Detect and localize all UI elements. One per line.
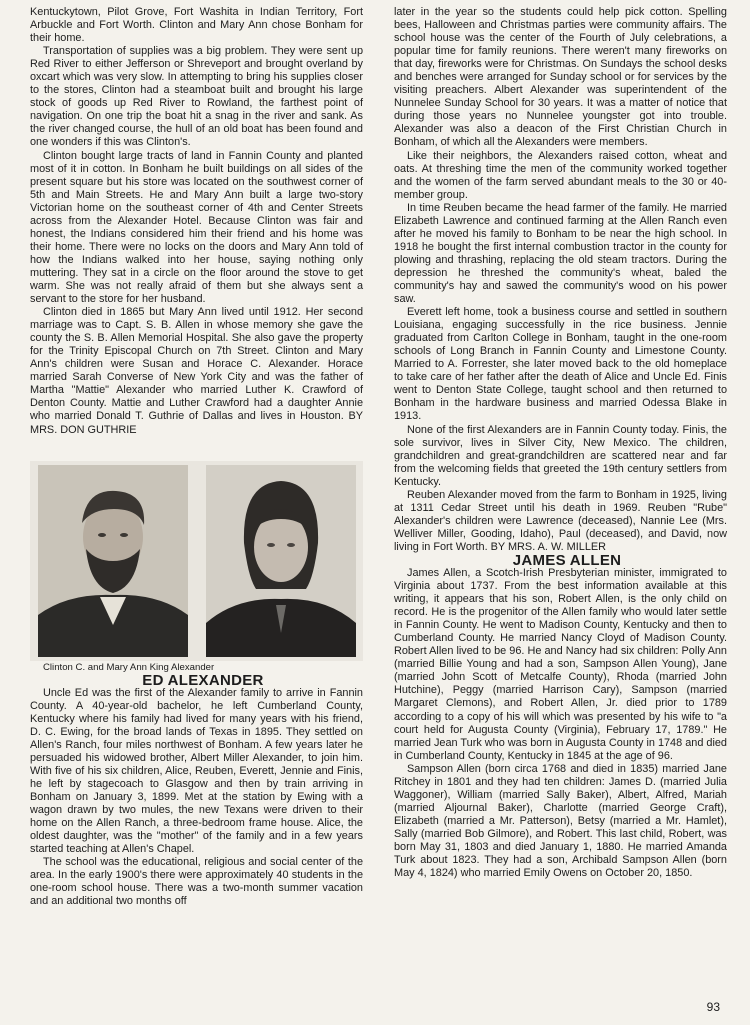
- body-paragraph: Like their neighbors, the Alexanders raised cotton, wheat and oats. At threshing time the men of the community worked together and the women of the farm served abundant meals to the 30 or 40-member group.: [394, 149, 727, 201]
- body-paragraph: Everett left home, took a business course and settled in southern Louisiana, engaging successfully in the rice business. Jennie graduated from Carlton College in Bonham, taught in the one-room schools of Long Branch in Fannin County and Limestone County. Married to A. Forrester, she later moved back to the old homeplace to take care of her father after the death of Alice and Uncle Ed. Finis went to Denton State College, taught school and then returned to Bonham in the hardware business and married Odessa Blake in 1913.: [394, 306, 727, 423]
- body-paragraph: Uncle Ed was the first of the Alexander family to arrive in Fannin County. A 40-year-old bachelor, he left Cumberland County, Kentucky where his family had lived for many years with his friend, D. C. Ewing, for the broad lands of Texas in 1895. They settled on Allen's Ranch, four miles northwest of Bonham. A few years later he persuaded his widowed brother, Albert Miller Alexander, to join him. With five of his six children, Alice, Reuben, Everett, Jennie and Finis, he left by stagecoach to Glasgow and then by train arriving in Bonham on January 3, 1899. Met at the station by Ewing with a wagon drawn by two mules, the new Texans were driven to their home on the Allen Ranch, a three-bedroom frame house. Alice, the oldest daughter, was the "mother" of the family and in a few years started teaching at Allen's Chapel.: [30, 686, 363, 856]
- body-paragraph: In time Reuben became the head farmer of the family. He married Elizabeth Lawrence and continued farming at the Allen Ranch even after he moved his family to Bonham to be near the high school. In 1918 he bought the first internal combustion tractor in the county for plowing and thrashing, replacing the old steam tractors. During the depression he threshed the community's wheat, baled the community's hay and sawed the community's wood on his power saw.: [394, 201, 727, 306]
- body-paragraph: Clinton died in 1865 but Mary Ann lived until 1912. Her second marriage was to Capt. S. B. Allen in whose memory she gave the county the S. B. Allen Memorial Hospital. She also gave the property for the Trinity Episcopal Church on 7th Street. Clinton and Mary Ann's children were Susan and Horace C. Alexander. Horace married Sarah Converse of New York City and was the father of Martha "Mattie" Alexander who married Luther K. Crawford of Denton County. Mattie and Luther Crawford had a daughter Annie who married Donald T. Guthrie of Dallas and lives in Houston. BY MRS. DON GUTHRIE: [30, 306, 363, 436]
- body-paragraph: later in the year so the students could help pick cotton. Spelling bees, Halloween and Christmas parties were community affairs. The school house was the center of the Fourth of July celebrations, a popular time for family reunions. There weren't many fireworks on that day, fireworks were for Christmas. On Sundays the school desks and benches were arranged for Sunday school or for services by the visiting preachers. Albert Alexander was superintendent of the Nunnelee Sunday School for 30 years. It was a matter of notice that during those years no Nunnelee youngster got into trouble. Alexander was also a deacon of the First Christian Church in Bonham, of which all the Alexanders were members.: [394, 6, 727, 149]
- section-heading-james-allen: JAMES ALLEN: [512, 551, 622, 569]
- page-number: 93: [706, 1000, 720, 1014]
- body-paragraph: The school was the educational, religious and social center of the area. In the early 1900's there were approximately 40 students in the one-room school house. There was a two-month summer vacation and an additional two months off: [30, 856, 363, 908]
- body-paragraph: None of the first Alexanders are in Fannin County today. Finis, the sole survivor, lives in Silver City, New Mexico. The children, grandchildren and great-grandchildren are scattered near and far from the welcoming fields that greeted the 19th century settlers from Kentucky.: [394, 423, 727, 488]
- body-paragraph: Transportation of supplies was a big problem. They were sent up Red River to either Jefferson or Shreveport and brought overland by oxcart which was very slow. In attempting to bring his supplies closer to the stores, Clinton had a steamboat built and brought his large stock of goods up Red River to Rowland, the farthest point of navigation. On one trip the boat hit a snag in the river and sank. As the river changed course, the hull of an old boat has been found and one wonders if this was Clinton's.: [30, 45, 363, 149]
- portrait-photographs: [30, 461, 363, 661]
- body-paragraph: James Allen, a Scotch-Irish Presbyterian minister, immigrated to Virginia about 1737. From the best information available at this writing, it appears that his son, Robert Allen, is the only child on record. He is the progenitor of the Allen family who would later settle in Fannin County. He went to Madison County, Kentucky and then to Cumberland County. He married Nancy Cloyd of Madison County. Robert Allen lived to be 96. He and Nancy had six children: Polly Ann (married Billie Young and had a son, Sampson Allen Young), Jane (married John Scott of Metcalfe County), Rhoda (married John Hutchine), Peggy (married Harrison Cary), Sampson (married Margaret Clemons), and Robert Allen, Jr. died prior to 1789 according to a copy of his will which was presented by his wife to "a court held for Augusta County (Virginia), February 17, 1789." He married Jean Turk who was born in Augusta County in 1748 and died in Cumberland County, Kentucky in 1845 at the age of 96.: [394, 567, 727, 762]
- section-heading-ed-alexander: ED ALEXANDER: [142, 671, 264, 689]
- body-paragraph: Reuben Alexander moved from the farm to Bonham in 1925, living at 1311 Cedar Street until his death in 1969. Reuben "Rube" Alexander's children were Lawrence (deceased), Nannie Lee (Mrs. Welliver Miller, Gooding, Idaho), Paul (deceased), and David, now living in Fort Worth. BY MRS. A. W. MILLER: [394, 488, 727, 553]
- body-paragraph: Kentuckytown, Pilot Grove, Fort Washita in Indian Territory, Fort Arbuckle and Fort Worth. Clinton and Mary Ann chose Bonham for their home.: [30, 6, 363, 45]
- body-paragraph: Sampson Allen (born circa 1768 and died in 1835) married Jane Ritchey in 1801 and they had ten children: James D. (married Julia Waggoner), William (married Sally Baker), Albert, Alfred, Mariah (married Aljournal Baker), Charlotte (married George Craft), Elizabeth (married a Mr. Patterson), Betsy (married a Mr. Hamlet), Sally (married Bob Gilmore), and Robert. This last child, Robert, was born May 31, 1803 and died January 1, 1880. He married Amanda Turk about 1823. They had a son, Archibald Sampson Allen (born May 4, 1824) who married Emily Owens on October 20, 1850.: [394, 762, 727, 880]
- portrait-mary-ann-alexander: [206, 465, 356, 657]
- body-paragraph: Clinton bought large tracts of land in Fannin County and planted most of it in cotton. In Bonham he built buildings on all sides of the present square but his store was located on the southwest corner of 5th and Main Streets. He and Mary Ann built a large two-story Victorian home on the southeast corner of 4th and Center Streets across from the Alexander Hotel. Because Clinton was fair and honest, the Indians considered him their friend and his home was their home. There were no locks on the doors and Mary Ann told of how the Indians walked into her house, saying nothing only muttering. They sat in a circle on the floor around the stove to get warm. She was not really afraid of them but she always sent a servant to the store for her husband.: [30, 149, 363, 306]
- right-column: [394, 6, 727, 880]
- left-column: [30, 6, 363, 908]
- portrait-clinton-alexander: [38, 465, 188, 657]
- photo-caption: Clinton C. and Mary Ann King Alexander: [43, 661, 215, 673]
